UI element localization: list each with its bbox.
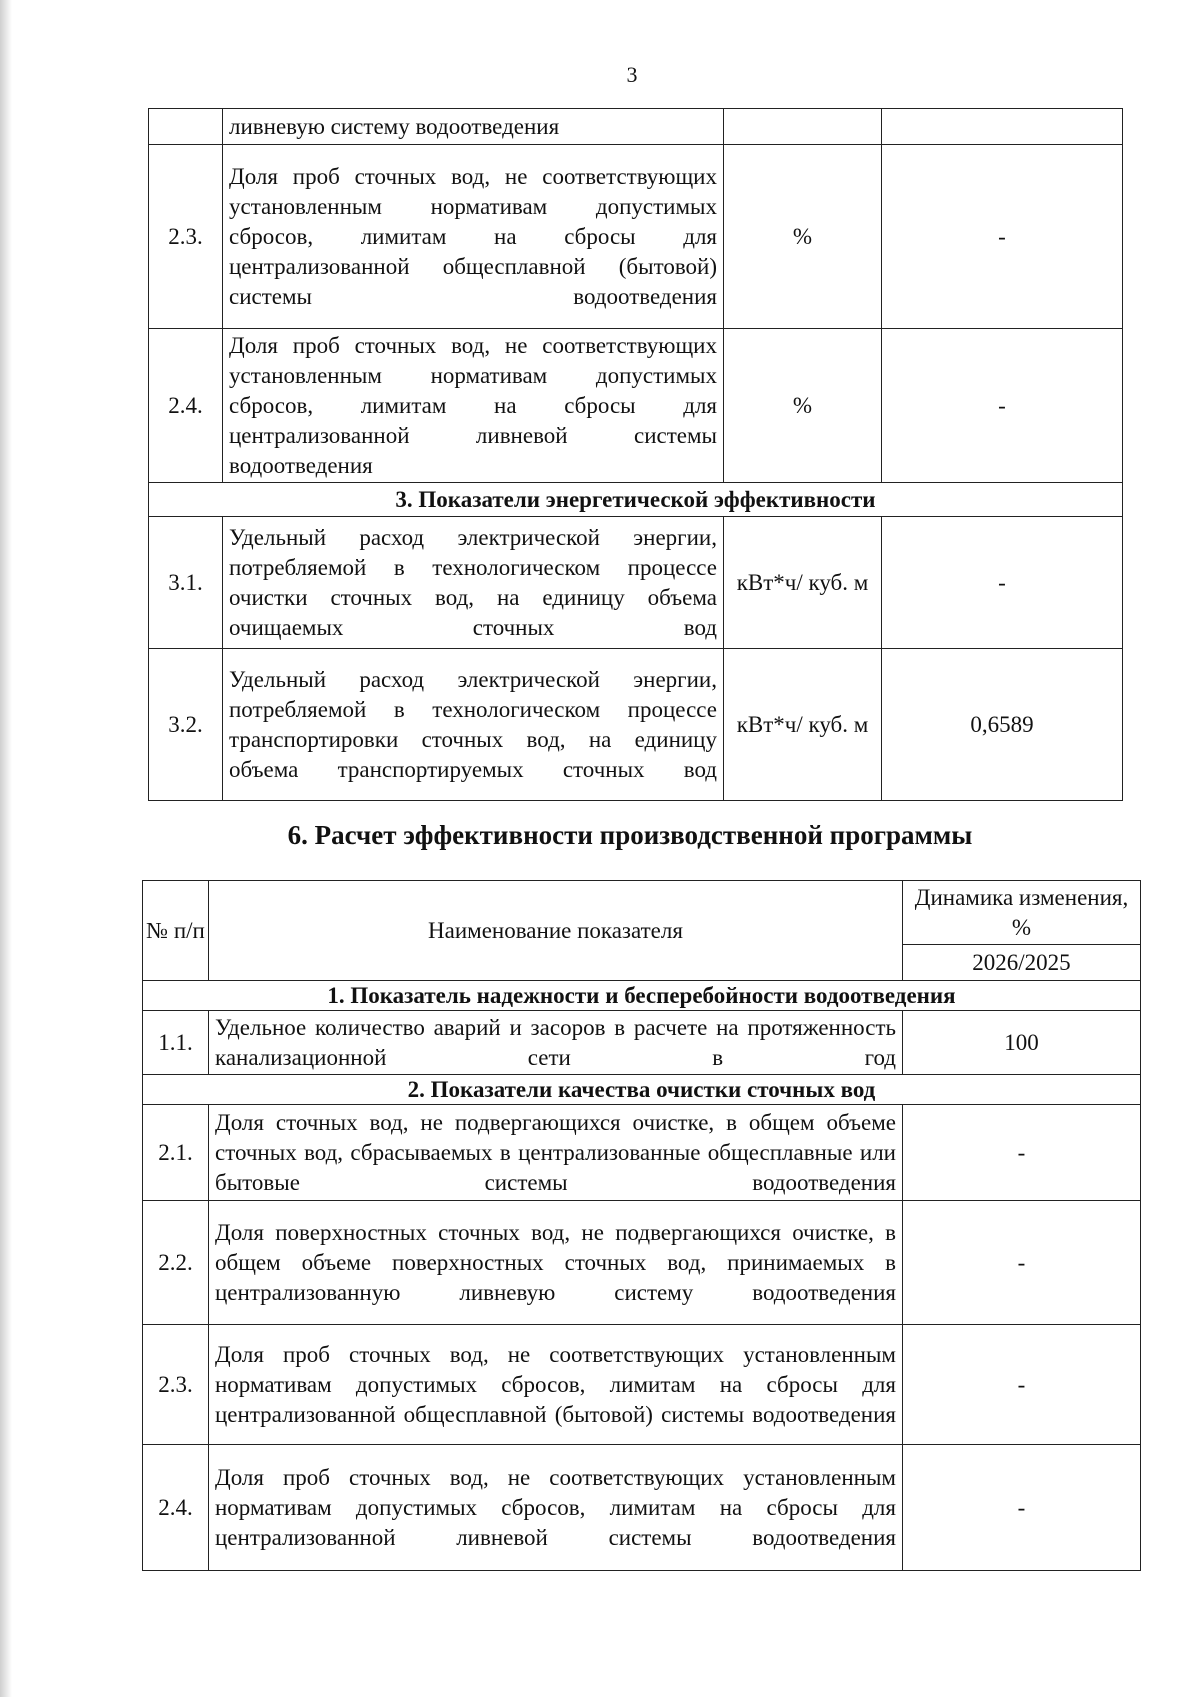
efficiency-calculation-table bbox=[142, 880, 1141, 1571]
indicator-name: Доля поверхностных сточных вод, не подвергающихся очистке, в общем объеме поверхностных сточных вод, принимаемых в централизованную ливневую систему водоотведения bbox=[209, 1201, 903, 1325]
indicator-name: Удельный расход электрической энергии, потребляемой в технологическом процессе очистки сточных вод, на единицу объема очищаемых сточных вод bbox=[223, 517, 724, 649]
section-row bbox=[143, 1075, 1141, 1105]
table-row bbox=[149, 329, 1123, 483]
page-number: 3 bbox=[626, 62, 638, 87]
row-number: 2.3. bbox=[149, 145, 223, 329]
table-header-row bbox=[143, 881, 1141, 945]
value-cell: - bbox=[882, 145, 1123, 329]
section-title: 3. Показатели энергетической эффективности bbox=[149, 483, 1123, 517]
value-cell: - bbox=[882, 329, 1123, 483]
header-number: № п/п bbox=[143, 881, 209, 981]
indicator-name: Доля проб сточных вод, не соответствующих установленным нормативам допустимых сбросов, лимитам на сбросы для централизованной общесплавной (бытовой) системы водоотведения bbox=[223, 145, 724, 329]
value-cell bbox=[882, 109, 1123, 145]
value-cell: - bbox=[903, 1445, 1141, 1571]
value-cell: 100 bbox=[903, 1011, 1141, 1075]
row-number: 3.2. bbox=[149, 649, 223, 801]
indicator-name: Доля проб сточных вод, не соответствующих установленным нормативам допустимых сбросов, лимитам на сбросы для централизованной ливневой системы водоотведения bbox=[209, 1445, 903, 1571]
row-number: 1.1. bbox=[143, 1011, 209, 1075]
row-number: 2.1. bbox=[143, 1105, 209, 1201]
table-row bbox=[149, 517, 1123, 649]
row-number: 2.4. bbox=[149, 329, 223, 483]
section-title: 2. Показатели качества очистки сточных вод bbox=[143, 1075, 1141, 1105]
table-row bbox=[149, 649, 1123, 801]
indicator-name: Доля проб сточных вод, не соответствующих установленным нормативам допустимых сбросов, лимитам на сбросы для централизованной ливневой системы водоотведения bbox=[223, 329, 724, 483]
value-cell: - bbox=[882, 517, 1123, 649]
row-number bbox=[149, 109, 223, 145]
row-number: 3.1. bbox=[149, 517, 223, 649]
value-cell: - bbox=[903, 1325, 1141, 1445]
section-row bbox=[149, 483, 1123, 517]
row-number: 2.2. bbox=[143, 1201, 209, 1325]
value-cell: - bbox=[903, 1105, 1141, 1201]
table-row bbox=[149, 109, 1123, 145]
unit-cell: кВт*ч/ куб. м bbox=[724, 517, 882, 649]
table-row bbox=[143, 1201, 1141, 1325]
indicator-name: Удельное количество аварий и засоров в расчете на протяженность канализационной сети в год bbox=[209, 1011, 903, 1075]
table-row bbox=[143, 1445, 1141, 1571]
value-cell: - bbox=[903, 1201, 1141, 1325]
scan-edge-shadow bbox=[0, 0, 12, 1697]
row-number: 2.3. bbox=[143, 1325, 209, 1445]
indicator-name: Доля сточных вод, не подвергающихся очистке, в общем объеме сточных вод, сбрасываемых в централизованные общесплавные или бытовые системы водоотведения bbox=[209, 1105, 903, 1201]
unit-cell bbox=[724, 109, 882, 145]
header-period: 2026/2025 bbox=[903, 945, 1141, 981]
table-row bbox=[143, 1105, 1141, 1201]
header-dynamics: Динамика изменения, % bbox=[903, 881, 1141, 945]
indicators-table-continuation bbox=[148, 108, 1123, 801]
value-cell: 0,6589 bbox=[882, 649, 1123, 801]
row-number: 2.4. bbox=[143, 1445, 209, 1571]
indicator-name: Удельный расход электрической энергии, потребляемой в технологическом процессе транспортировки сточных вод, на единицу объема транспортируемых сточных вод bbox=[223, 649, 724, 801]
table-row bbox=[149, 145, 1123, 329]
section-6-heading: 6. Расчет эффективности производственной программы bbox=[287, 820, 973, 850]
section-row bbox=[143, 981, 1141, 1011]
unit-cell: кВт*ч/ куб. м bbox=[724, 649, 882, 801]
table-row bbox=[143, 1325, 1141, 1445]
indicator-name: Доля проб сточных вод, не соответствующих установленным нормативам допустимых сбросов, лимитам на сбросы для централизованной общесплавной (бытовой) системы водоотведения bbox=[209, 1325, 903, 1445]
table-row bbox=[143, 1011, 1141, 1075]
indicator-name: ливневую систему водоотведения bbox=[223, 109, 724, 145]
unit-cell: % bbox=[724, 329, 882, 483]
unit-cell: % bbox=[724, 145, 882, 329]
section-title: 1. Показатель надежности и бесперебойности водоотведения bbox=[143, 981, 1141, 1011]
header-indicator-name: Наименование показателя bbox=[209, 881, 903, 981]
